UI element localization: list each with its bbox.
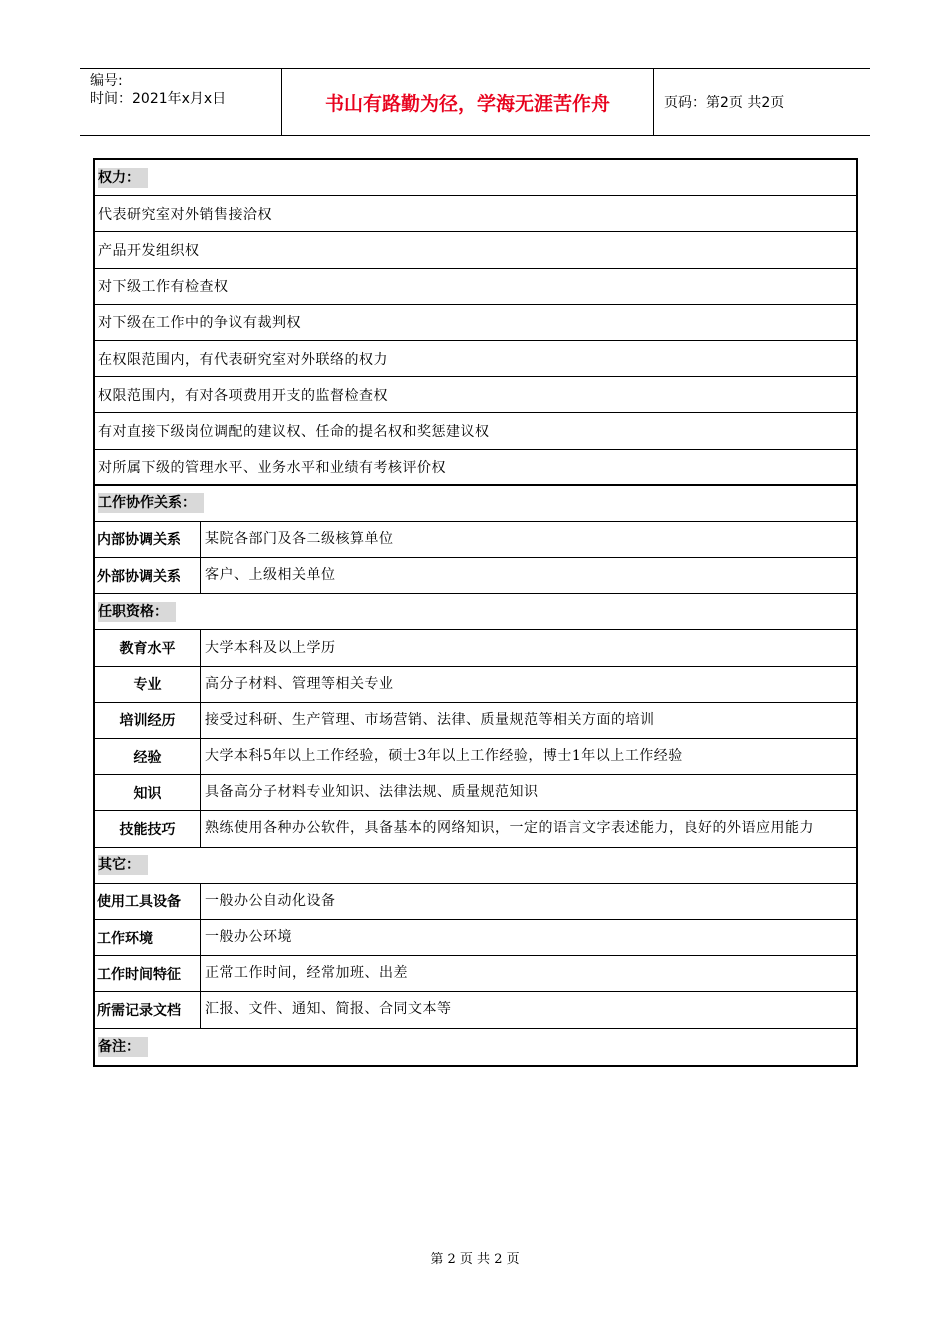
other-label: 工作环境	[95, 920, 201, 955]
power-item	[95, 341, 856, 377]
qualification-label: 专业	[95, 667, 201, 702]
other-row	[95, 920, 856, 956]
qualification-value: 接受过科研、生产管理、市场营销、法律、质量规范等相关方面的培训	[205, 711, 655, 728]
power-item-text: 代表研究室对外销售接洽权	[98, 206, 272, 223]
qualification-value: 大学本科及以上学历	[205, 639, 336, 656]
power-item-text: 产品开发组织权	[98, 242, 200, 259]
qualification-row	[95, 739, 856, 775]
cooperation-label: 外部协调关系	[95, 558, 201, 593]
power-item	[95, 377, 856, 413]
power-item	[95, 305, 856, 341]
header-meta	[80, 69, 282, 135]
power-item	[95, 232, 856, 268]
power-item	[95, 196, 856, 232]
qualification-value: 具备高分子材料专业知识、法律法规、质量规范知识	[205, 784, 539, 801]
other-label: 使用工具设备	[95, 884, 201, 919]
page-header	[80, 68, 870, 136]
time-label: 时间：2021年x月x日	[90, 91, 227, 107]
qualification-row	[95, 703, 856, 739]
cooperation-row	[95, 522, 856, 558]
other-row	[95, 884, 856, 920]
cooperation-row	[95, 558, 856, 594]
power-item	[95, 269, 856, 305]
section-remarks	[95, 1029, 856, 1065]
qualification-label: 培训经历	[95, 703, 201, 738]
header-motto: 书山有路勤为径，学海无涯苦作舟	[282, 69, 654, 135]
section-title-remarks: 备注：	[98, 1037, 148, 1057]
qualification-row	[95, 667, 856, 703]
header-page-info: 页码：第2页 共2页	[664, 95, 785, 111]
qualification-value: 大学本科5年以上工作经验，硕士3年以上工作经验，博士1年以上工作经验	[205, 748, 683, 765]
section-power	[95, 160, 856, 196]
qualification-value: 高分子材料、管理等相关专业	[205, 675, 394, 692]
power-item-text: 权限范围内，有对各项费用开支的监督检查权	[98, 387, 388, 404]
section-other	[95, 848, 856, 884]
section-title-qualification: 任职资格：	[98, 602, 176, 622]
section-cooperation	[95, 486, 856, 522]
other-value: 一般办公环境	[205, 929, 292, 946]
power-item-text: 对所属下级的管理水平、业务水平和业绩有考核评价权	[98, 459, 446, 476]
section-title-power: 权力：	[98, 168, 148, 188]
power-item	[95, 413, 856, 449]
power-item-text: 在权限范围内，有代表研究室对外联络的权力	[98, 351, 388, 368]
qualification-label: 教育水平	[95, 630, 201, 665]
cooperation-value: 某院各部门及各二级核算单位	[205, 530, 394, 547]
power-item-text: 对下级工作有检查权	[98, 279, 229, 296]
other-value: 一般办公自动化设备	[205, 892, 336, 909]
qualification-label: 经验	[95, 739, 201, 774]
cooperation-label: 内部协调关系	[95, 522, 201, 557]
page-footer: 第 2 页 共 2 页	[430, 1252, 520, 1267]
job-description-table	[93, 158, 858, 1067]
qualification-value: 熟练使用各种办公软件，具备基本的网络知识，一定的语言文字表述能力，良好的外语应用能力	[205, 820, 814, 837]
cooperation-value: 客户、上级相关单位	[205, 567, 336, 584]
other-value: 汇报、文件、通知、简报、合同文本等	[205, 1001, 452, 1018]
other-row	[95, 956, 856, 992]
section-title-cooperation: 工作协作关系：	[98, 493, 204, 513]
power-item	[95, 450, 856, 486]
qualification-row	[95, 775, 856, 811]
qualification-row	[95, 811, 856, 847]
other-row	[95, 992, 856, 1028]
power-item-text: 有对直接下级岗位调配的建议权、任命的提名权和奖惩建议权	[98, 423, 490, 440]
section-qualification	[95, 594, 856, 630]
code-label: 编号:	[90, 73, 123, 89]
section-title-other: 其它：	[98, 855, 148, 875]
qualification-label: 知识	[95, 775, 201, 810]
qualification-label: 技能技巧	[95, 811, 201, 846]
other-label: 所需记录文档	[95, 992, 201, 1027]
qualification-row	[95, 630, 856, 666]
other-value: 正常工作时间，经常加班、出差	[205, 965, 408, 982]
power-item-text: 对下级在工作中的争议有裁判权	[98, 315, 301, 332]
other-label: 工作时间特征	[95, 956, 201, 991]
